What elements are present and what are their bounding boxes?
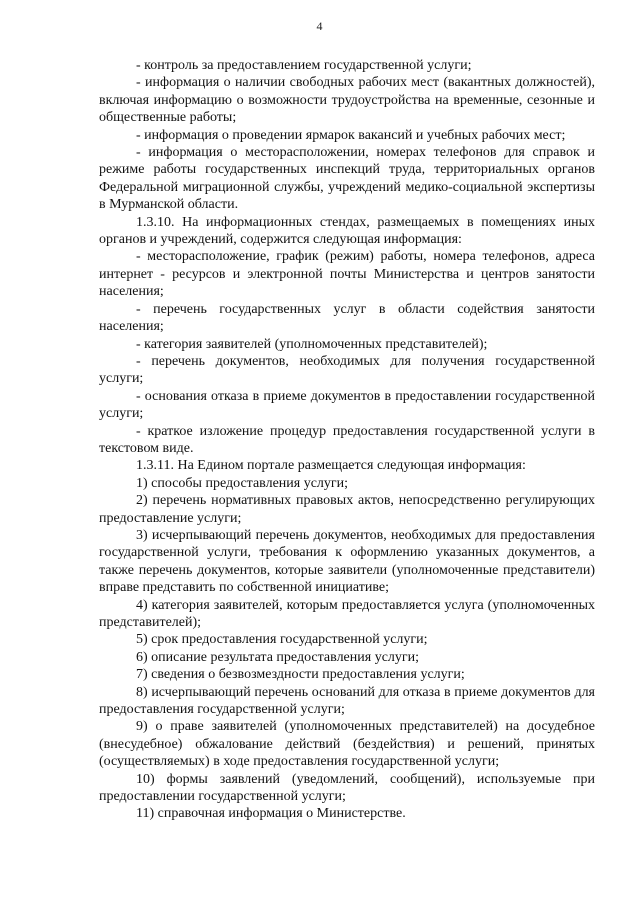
paragraph: - информация о наличии свободных рабочих мест (вакантных должностей), включая информацию о возможности трудоустройства на временные, сезонные и общественные работы; [99,75,595,126]
paragraph: - информация о месторасположении, номерах телефонов для справок и режиме работы государственных инспекций труда, территориальных органов Федеральной миграционной службы, учреждений медико-социальной экспертизы в Мурманской области. [99,145,595,213]
list-item: 11) справочная информация о Министерстве. [136,806,406,822]
paragraph: - категория заявителей (уполномоченных представителей); [136,336,488,352]
list-item: 7) сведения о безвозмездности предоставления услуги; [136,667,465,683]
list-item: 9) о праве заявителей (уполномоченных представителей) на досудебное (внесудебное) обжалование действий (бездействия) и решений, принятых (осуществляемых) в ходе предоставления государственной услуги; [99,719,595,770]
document-body [99,57,595,823]
list-item: 5) срок предоставления государственной услуги; [136,632,428,648]
paragraph: - информация о проведении ярмарок вакансий и учебных рабочих мест; [136,127,566,143]
section-paragraph: 1.3.10. На информационных стендах, размещаемых в помещениях иных органов и учреждений, содержится следующая информация: [99,214,595,248]
paragraph: - основания отказа в приеме документов в предоставлении государственной услуги; [99,388,595,422]
paragraph: - контроль за предоставлением государственной услуги; [136,58,472,73]
list-item: 4) категория заявителей, которым предоставляется услуга (уполномоченных представителей); [99,597,595,630]
paragraph: - перечень государственных услуг в области содействия занятости населения; [99,301,595,335]
list-item: 10) формы заявлений (уведомлений, сообщений), используемые при предоставлении государственной услуги; [99,771,595,805]
list-item: 2) перечень нормативных правовых актов, непосредственно регулирующих предоставление услуги; [99,493,595,526]
list-item: 3) исчерпывающий перечень документов, необходимых для предоставления государственной услуги, требования к оформлению указанных документов, а также перечень документов, которые заявители (уполномоченные представители) вправе представить по собственной инициативе; [99,527,595,596]
list-item: 6) описание результата предоставления услуги; [136,649,420,665]
paragraph: - перечень документов, необходимых для получения государственной услуги; [99,353,595,387]
paragraph: - месторасположение, график (режим) работы, номера телефонов, адреса интернет - ресурсов и электронной почты Министерства и центров занятости населения; [99,249,595,300]
paragraph: - краткое изложение процедур предоставления государственной услуги в текстовом виде. [99,423,595,456]
list-item: 8) исчерпывающий перечень оснований для отказа в приеме документов для предоставления государственной услуги; [99,684,595,718]
list-item: 1) способы предоставления услуги; [136,475,349,491]
page-number: 4 [316,19,323,33]
section-paragraph: 1.3.11. На Едином портале размещается следующая информация: [136,458,526,474]
